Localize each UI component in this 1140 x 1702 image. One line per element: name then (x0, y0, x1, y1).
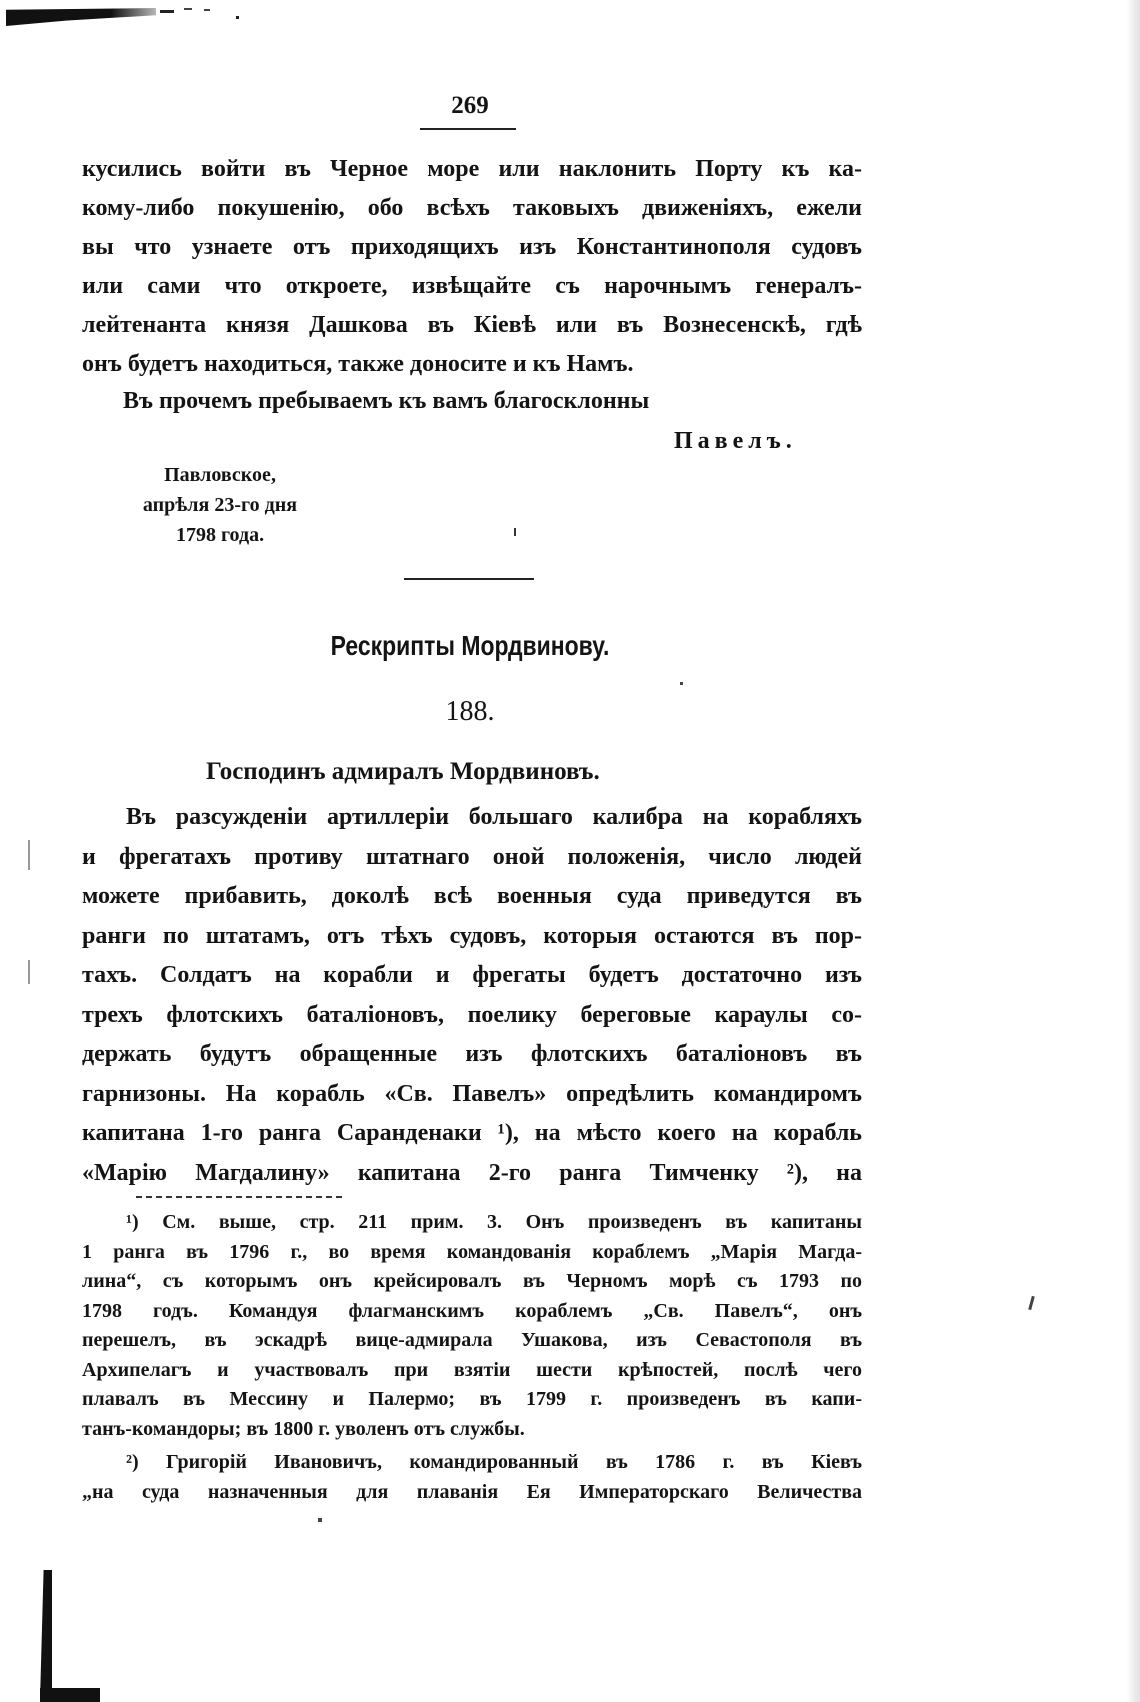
text-line: гарнизоны. На корабль «Св. Павелъ» опредѣлить командиромъ (82, 1080, 862, 1107)
text-line: трехъ флотскихъ баталіоновъ, поелику береговые караулы со- (82, 1001, 862, 1028)
margin-mark (28, 840, 30, 870)
salutation: Господинъ адмиралъ Мордвиновъ. (206, 758, 600, 785)
footnote-line: ²) Григорій Ивановичъ, командированный въ 1786 г. въ Кіевъ (126, 1451, 862, 1473)
text-line: «Марію Магдалину» капитана 2-го ранга Тимченку ²), на (82, 1159, 862, 1186)
margin-mark (1028, 1296, 1035, 1310)
text-line: лейтенанта князя Дашкова въ Кіевѣ или въ Вознесенскѣ, гдѣ (82, 312, 862, 338)
date-line: апрѣля 23-го дня (142, 494, 298, 516)
page-number: 269 (451, 92, 489, 119)
footnote-line: ¹) См. выше, стр. 211 прим. 3. Онъ произведенъ въ капитаны (126, 1211, 862, 1233)
signature: Павелъ. (674, 428, 797, 454)
scan-artifact-right-edge (1126, 0, 1140, 1702)
footnote-separator (136, 1196, 342, 1198)
year-line: 1798 года. (175, 524, 265, 546)
text-line: онъ будетъ находиться, также доносите и къ Намъ. (82, 351, 634, 377)
text-line: кусились войти въ Черное море или наклонить Порту къ ка- (82, 156, 862, 182)
text-line: тахъ. Солдатъ на корабли и фрегаты будетъ достаточно изъ (82, 962, 862, 988)
document-number: 188. (445, 696, 495, 727)
footnote-line: Архипелагъ и участвовалъ при взятіи шести крѣпостей, послѣ чего (82, 1358, 862, 1381)
footnote-line: „на суда назначенныя для плаванія Ея Императорскаго Величества (82, 1480, 862, 1503)
text-line: капитана 1-го ранга Саранденаки ¹), на мѣсто коего на корабль (82, 1120, 862, 1146)
text-line: вы что узнаете отъ приходящихъ изъ Константинополя судовъ (82, 234, 862, 260)
speck (514, 528, 516, 536)
text-line: или сами что откроете, извѣщайте съ нарочнымъ генералъ- (82, 273, 862, 299)
rescript-body (82, 798, 862, 1193)
place-line: Павловское, (164, 464, 276, 486)
section-divider (404, 578, 534, 580)
scan-artifact-dots (160, 6, 250, 20)
closing-formula: Въ прочемъ пребываемъ къ вамъ благосклонны (123, 388, 650, 414)
scan-artifact-top (6, 8, 156, 26)
footnote-line: лина“, съ которымъ онъ крейсировалъ въ Черномъ морѣ съ 1793 по (82, 1270, 862, 1292)
footnote-line: танъ-командоры; въ 1800 г. уволенъ отъ службы. (82, 1417, 525, 1440)
text-line: Въ разсужденіи артиллеріи большаго калибра на корабляхъ (126, 804, 862, 830)
footnote-line: перешелъ, въ эскадрѣ вице-адмирала Ушакова, изъ Севастополя въ (82, 1329, 862, 1351)
text-line: ранги по штатамъ, отъ тѣхъ судовъ, которыя остаются въ пор- (82, 922, 862, 949)
speck (680, 682, 683, 685)
letter-end-paragraph (82, 150, 862, 384)
page-number-rule (420, 128, 516, 130)
text-line: держать будутъ обращенные изъ флотскихъ баталіоновъ въ (82, 1041, 862, 1067)
place-date-block (100, 460, 340, 550)
margin-mark (28, 960, 30, 984)
text-line: можете прибавить, доколѣ всѣ военныя суда приведутся въ (82, 883, 862, 909)
text-line: и фрегатахъ противу штатнаго оной положенія, число людей (82, 843, 862, 870)
footnote-line: 1798 годъ. Командуя флагманскимъ кораблемъ „Св. Павелъ“, онъ (82, 1299, 862, 1322)
scan-artifact-bottom (40, 1688, 100, 1702)
section-title: Рескрипты Мордвинову. (330, 630, 610, 661)
footnote-line: плавалъ въ Мессину и Палермо; въ 1799 г. произведенъ въ капи- (82, 1388, 862, 1410)
speck (318, 1518, 322, 1522)
scan-artifact-left-edge (40, 1570, 52, 1700)
text-line: кому-либо покушенію, обо всѣхъ таковыхъ движеніяхъ, ежели (82, 195, 862, 221)
footnotes (82, 1208, 862, 1507)
footnote-line: 1 ранга въ 1796 г., во время командованія кораблемъ „Марія Магда- (82, 1240, 862, 1263)
